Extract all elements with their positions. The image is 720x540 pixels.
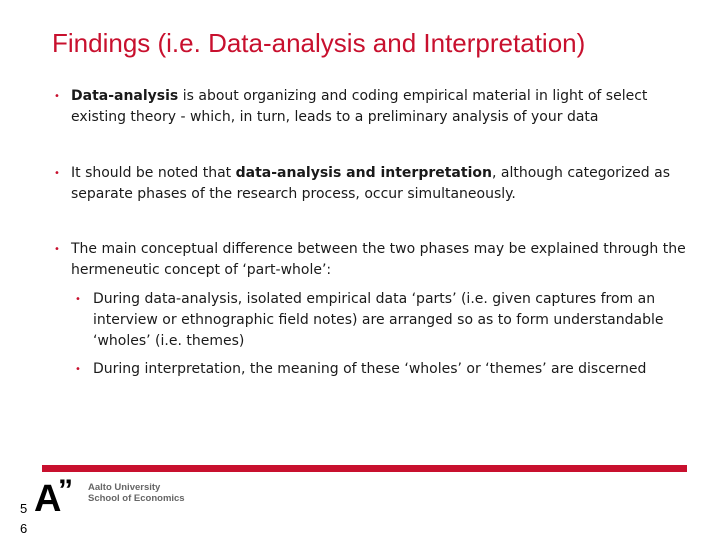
bullet-text-post: , although categorized as separate phases of the research process, occur simultaneously. <box>71 165 670 202</box>
bullet-dot-icon: • <box>54 168 60 179</box>
aalto-logo <box>34 474 204 522</box>
subbullet-interpretation <box>75 359 694 380</box>
page-number-line1: 5 <box>20 501 28 516</box>
bullet-bold-term: Data-analysis <box>71 88 179 104</box>
subbullet-text: During interpretation, the meaning of these ‘wholes’ or ‘themes’ are discerned <box>93 361 647 377</box>
page-number <box>20 499 32 539</box>
bullet-dot-icon: • <box>75 294 81 305</box>
bullet-dot-icon: • <box>54 244 60 255</box>
slide-body <box>54 86 694 380</box>
page-number-line2: 6 <box>20 521 28 536</box>
logo-wordmark <box>88 482 185 504</box>
logo-quote-mark: ” <box>58 474 73 507</box>
bullet-text-pre: It should be noted that <box>71 165 236 181</box>
subbullet-text: During data-analysis, isolated empirical data ‘parts’ (i.e. given captures from an interview or ethnographic field notes) are arranged so as to form understandable ‘wholes’ (i.e. themes) <box>93 291 664 349</box>
logo-university-name: Aalto University <box>88 482 161 493</box>
bullet-text: The main conceptual difference between the two phases may be explained through the hermeneutic concept of ‘part-whole’: <box>71 241 686 278</box>
bullet-data-analysis <box>54 86 694 128</box>
bullet-text: is about organizing and coding empirical material in light of select existing theory - which, in turn, leads to a preliminary analysis of your data <box>71 88 648 125</box>
bullet-part-whole <box>54 239 694 281</box>
bullet-simultaneous <box>54 163 694 205</box>
logo-letter: A <box>34 478 62 520</box>
slide-title: Findings (i.e. Data-analysis and Interpretation) <box>52 28 586 58</box>
bullet-dot-icon: • <box>54 91 60 102</box>
bullet-dot-icon: • <box>75 364 81 375</box>
logo-school-name: School of Economics <box>88 493 185 504</box>
bullet-bold-term: data-analysis and interpretation <box>235 165 492 181</box>
subbullet-data-analysis <box>75 289 694 352</box>
footer-divider <box>42 465 687 472</box>
